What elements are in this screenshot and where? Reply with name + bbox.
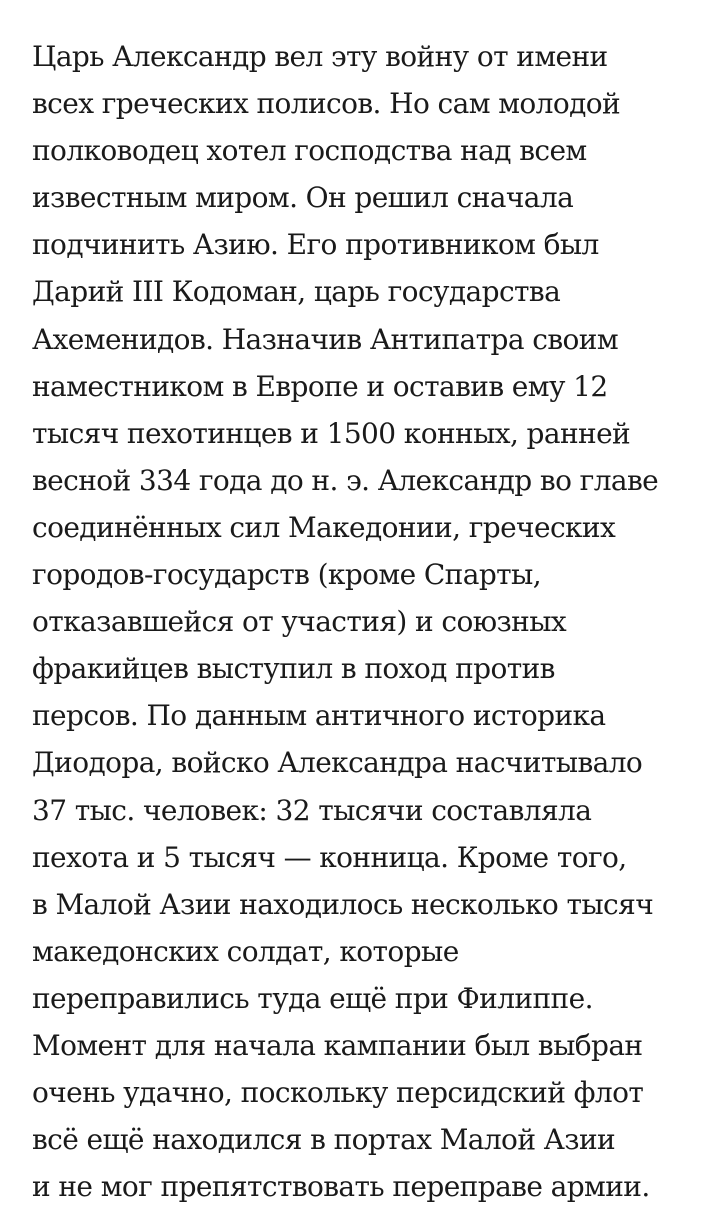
text-line: подчинить Азию. Его противником был [32, 228, 599, 262]
text-line: всех греческих полисов. Но сам молодой [32, 87, 621, 121]
text-line: известным миром. Он решил сначала [32, 181, 574, 215]
text-line: весной 334 года до н. э. Александр во главе [32, 463, 659, 497]
text-line: Дарий III Кодоман, царь государства [32, 275, 561, 309]
text-line: отказавшейся от участия) и союзных [32, 605, 567, 639]
text-line: Момент для начала кампании был выбран [32, 1028, 643, 1062]
text-line: всё ещё находился в портах Малой Азии [32, 1123, 616, 1157]
text-line: Ахеменидов. Назначив Антипатра своим [32, 322, 619, 356]
text-line: в Малой Азии находилось несколько тысяч [32, 887, 654, 921]
text-line: 37 тыс. человек: 32 тысячи составляла [32, 793, 592, 827]
article-text [32, 33, 702, 1210]
text-line: соединённых сил Македонии, греческих [32, 510, 616, 544]
text-line: македонских солдат, которые [32, 934, 459, 968]
text-line: персов. По данным античного историка [32, 699, 606, 733]
text-line: наместником в Европе и оставив ему 12 [32, 369, 608, 403]
text-line: и не мог препятствовать переправе армии. [32, 1170, 650, 1204]
text-line: очень удачно, поскольку персидский флот [32, 1076, 644, 1110]
text-line: переправились туда ещё при Филиппе. [32, 981, 593, 1015]
text-line: пехота и 5 тысяч — конница. Кроме того, [32, 840, 627, 874]
text-line: тысяч пехотинцев и 1500 конных, ранней [32, 416, 631, 450]
text-line: городов-государств (кроме Спарты, [32, 558, 542, 592]
text-line: Диодора, войско Александра насчитывало [32, 746, 643, 780]
text-line: Царь Александр вел эту войну от имени [32, 40, 608, 73]
text-line: фракийцев выступил в поход против [32, 652, 555, 686]
text-line: полководец хотел господства над всем [32, 134, 587, 168]
